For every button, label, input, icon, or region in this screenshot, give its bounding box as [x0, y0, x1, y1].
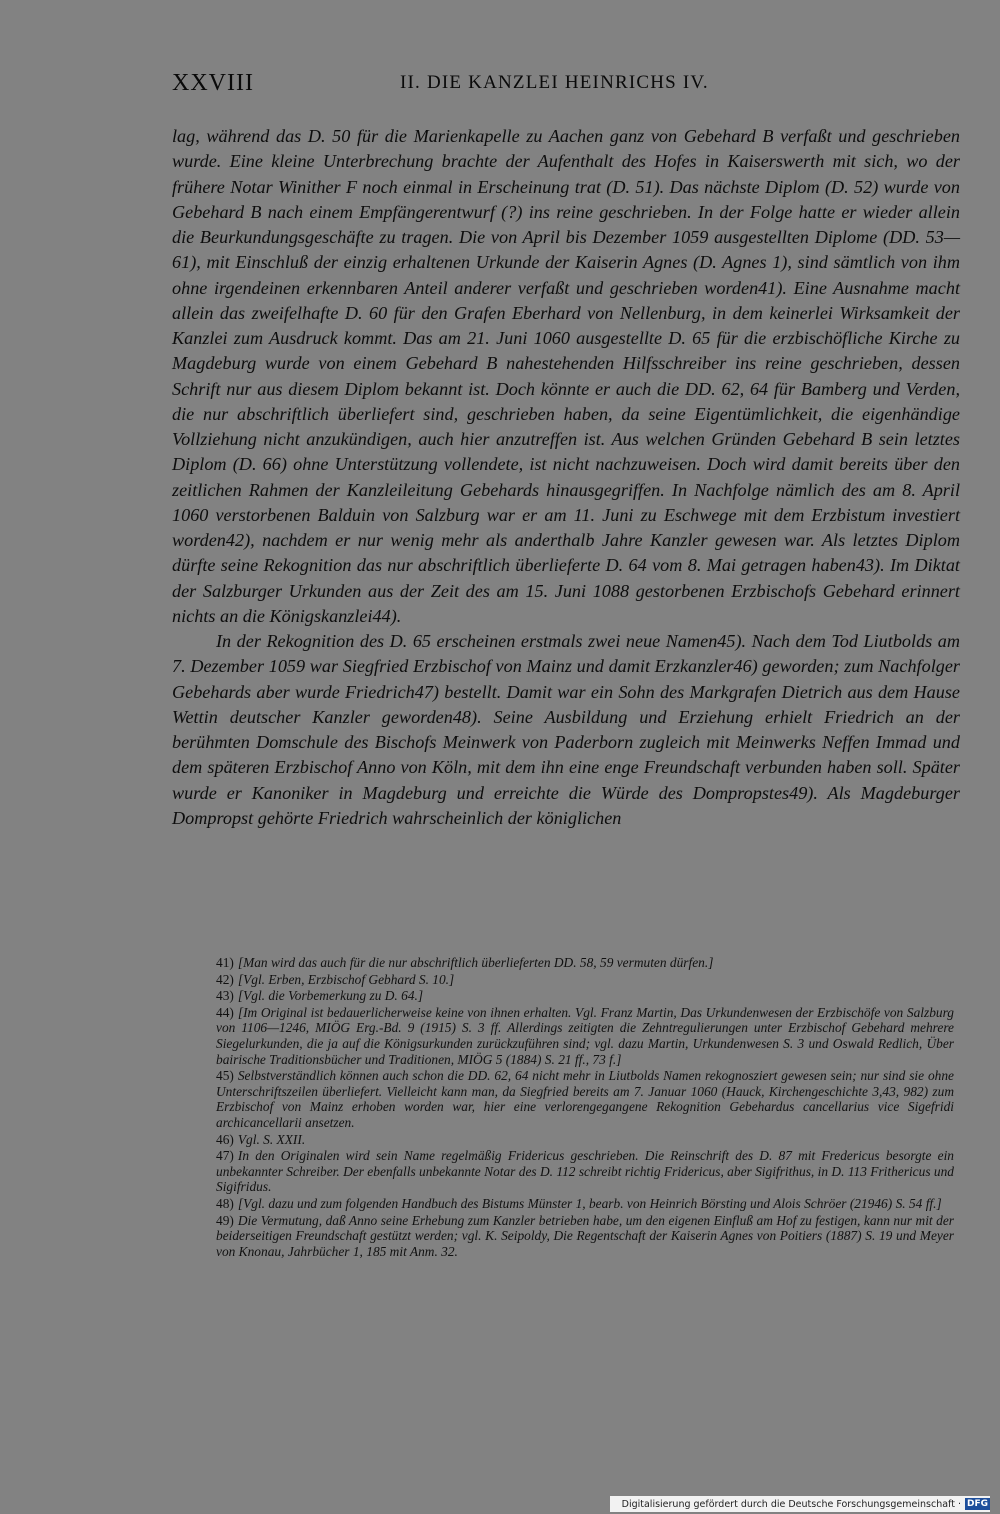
footnote-text: [Vgl. dazu und zum folgenden Handbuch des Bistums Münster 1, bearb. von Heinrich Börsting und Alois Schröer (21946) S. 54 ff.] — [237, 1195, 942, 1211]
footnote-text: Selbstverständlich können auch schon die DD. 62, 64 nicht mehr in Liutbolds Namen rekognosziert gewesen sein; nur sind sie ohne Unterschriftszeilen überliefert. Vielleicht kann man, da Siegfried bereits am 7. Januar 1060 (Hauck, Kirchengeschichte 3,43, 982) zum Erzbischof von Mainz erhoben worden war, hier eine verlorengegangene Rekognition Gebehardus cancellarius vice Sigefridi archicancellarii ansetzen. — [216, 1068, 954, 1130]
footnote-text: Vgl. S. XXII. — [237, 1131, 306, 1147]
footnote-number: 46) — [216, 1131, 234, 1147]
footnote — [216, 1005, 954, 1067]
footnote-text: [Vgl. die Vorbemerkung zu D. 64.] — [237, 988, 424, 1004]
footnote-number: 41) — [216, 955, 234, 970]
footnotes — [216, 955, 954, 1260]
footnote-number: 49) — [216, 1212, 234, 1228]
footnote — [216, 1068, 954, 1130]
footnote-text: [Man wird das auch für die nur abschriftlich überlieferten DD. 58, 59 vermuten dürfen.] — [237, 955, 714, 970]
footnote — [216, 1213, 954, 1260]
paragraph: lag, während das D. 50 für die Marienkapelle zu Aachen ganz von Gebehard B verfaßt und geschrieben wurde. Eine kleine Unterbrechung brachte der Aufenthalt des Hofes in Kaiserswerth mit sich, wo der frühere Notar Winither F noch einmal in Erscheinung trat (D. 51). Das nächste Diplom (D. 52) wurde von Gebehard B nach einem Empfängerentwurf (?) ins reine geschrieben. In der Folge hatte er wieder allein die Beurkundungsgeschäfte zu tragen. Die von April bis Dezember 1059 ausgestellten Diplome (DD. 53—61), mit Einschluß der einzig erhaltenen Urkunde der Kaiserin Agnes (D. Agnes 1), sind sämtlich von ihm ohne irgendeinen erkennbaren Anteil anderer verfaßt und geschrieben worden41). Eine Ausnahme macht allein das zweifelhafte D. 60 für den Grafen Eberhard von Nellenburg, in dem keinerlei Wirksamkeit der Kanzlei zum Ausdruck kommt. Das am 21. Juni 1060 ausgestellte D. 65 für die erzbischöfliche Kirche zu Magdeburg wurde von einem Gebehard B nahestehenden Hilfsschreiber ins reine geschrieben, dessen Schrift nur aus diesem Diplom bekannt ist. Doch könnte er auch die DD. 62, 64 für Bamberg und Verden, die nur abschriftlich überliefert sind, geschrieben haben, da seine Eigentümlichkeit, die eigenhändige Vollziehung nicht anzukündigen, auch hier anzutreffen ist. Aus welchen Gründen Gebehard B sein letztes Diplom (D. 66) ohne Unterstützung vollendete, ist nicht nachzuweisen. Doch wird damit bereits über den zeitlichen Rahmen der Kanzleileitung Gebehards hinausgegriffen. In Nachfolge nämlich des am 8. April 1060 verstorbenen Balduin von Salzburg war er am 11. Juni zu Eschwege mit dem Erzbistum investiert worden42), nachdem er nur wenig mehr als anderthalb Jahre Kanzler gewesen war. Als letztes Diplom dürfte seine Rekognition das nur abschriftlich überlieferte D. 64 vom 8. Mai getragen haben43). Im Diktat der Salzburger Urkunden aus der Zeit des am 15. Juni 1088 gestorbenen Erzbischofs Gebehard erinnert nichts an die Königskanzlei44). — [172, 126, 960, 626]
footnote — [216, 1148, 954, 1195]
footnote — [216, 1132, 954, 1148]
footnote-number: 43) — [216, 988, 234, 1004]
footnote-text: In den Originalen wird sein Name regelmäßig Fridericus geschrieben. Die Reinschrift des D. 87 mit Fredericus besorgte ein unbekannter Schreiber. Der ebenfalls unbekannte Notar des D. 112 schreibt richtig Fridericus, aber Sigifrithus, in D. 113 Frithericus und Sigifridus. — [216, 1148, 954, 1195]
funding-notice — [610, 1496, 990, 1512]
footnote — [216, 972, 954, 988]
footnote-number: 42) — [216, 971, 234, 987]
page-header — [172, 70, 962, 102]
main-text — [172, 124, 960, 831]
paragraph: In der Rekognition des D. 65 erscheinen erstmals zwei neue Namen45). Nach dem Tod Liutbolds am 7. Dezember 1059 war Siegfried Erzbischof von Mainz und damit Erzkanzler46) geworden; zum Nachfolger Gebehards aber wurde Friedrich47) bestellt. Damit war ein Sohn des Markgrafen Dietrich aus dem Hause Wettin deutscher Kanzler geworden48). Seine Ausbildung und Erziehung erhielt Friedrich an der berühmten Domschule des Bischofs Meinwerk von Paderborn zugleich mit Meinwerks Neffen Immad und dem späteren Erzbischof Anno von Köln, mit dem ihn eine enge Freundschaft verbunden haben soll. Später wurde er Kanoniker in Magdeburg und erreichte die Würde des Dompropstes49). Als Magdeburger Dompropst gehörte Friedrich wahrscheinlich der königlichen — [172, 631, 960, 828]
footnote — [216, 1196, 954, 1212]
page-number: XXVIII — [172, 70, 254, 96]
footnote-text: [Vgl. Erben, Erzbischof Gebhard S. 10.] — [237, 971, 455, 987]
footnote-number: 47) — [216, 1148, 234, 1164]
running-title: II. DIE KANZLEI HEINRICHS IV. — [400, 72, 709, 93]
footnote — [216, 955, 954, 971]
footnote-text: Die Vermutung, daß Anno seine Erhebung zum Kanzler betrieben habe, um den eigenen Einfluß am Hof zu festigen, kann nur mit der beiderseitigen Freundschaft gestützt werden; vgl. K. Seipoldy, Die Regentschaft der Kaiserin Agnes von Poitiers (1887) S. 19 und Meyer von Knonau, Jahrbücher 1, 185 mit Anm. 32. — [216, 1212, 954, 1259]
footnote-text: [Im Original ist bedauerlicherweise keine von ihnen erhalten. Vgl. Franz Martin, Das Urkundenwesen der Erzbischöfe von Salzburg von 1106—1246, MIÖG Erg.-Bd. 9 (1915) S. 3 ff. Allerdings zeitigten die Zehntregulierungen unter Erzbischof Gebehard mehrere Siegelurkunden, die ja auf die Königsurkunden zurückzuführen sind; vgl. dazu Martin, Urkundenwesen S. 3 und Oswald Redlich, Über bairische Traditionsbücher und Traditionen, MIÖG 5 (1884) S. 21 ff., 73 f.] — [216, 1004, 954, 1067]
footnote-number: 45) — [216, 1068, 234, 1084]
footnote-number: 44) — [216, 1004, 234, 1020]
funding-text: Digitalisierung gefördert durch die Deutsche Forschungsgemeinschaft · — [621, 1498, 961, 1510]
footnote — [216, 988, 954, 1004]
dfg-logo: DFG — [966, 1499, 988, 1509]
footnote-number: 48) — [216, 1195, 234, 1211]
